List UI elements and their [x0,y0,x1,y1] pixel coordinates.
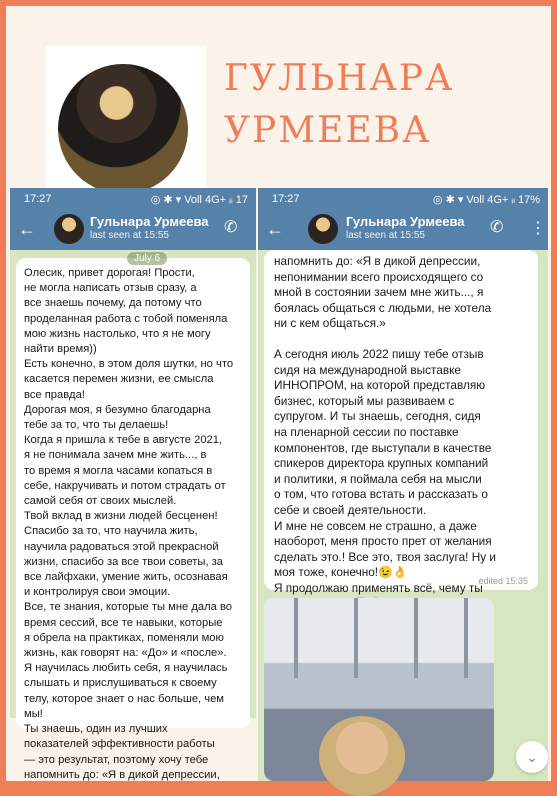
message-line: Дорогая моя, я безумно благодарна [24,403,211,416]
status-time: 17:27 [272,193,300,205]
message-line: спикеров директора крупных компаний [274,456,489,471]
review-card [6,6,551,781]
message-line: Я продолжаю применять всё, чему ты [274,580,483,595]
profile-avatar [58,64,188,194]
message-line: на пленарной сессии по поставке [274,424,459,439]
message-line: боялась общаться с людьми, не хотела [274,300,492,315]
status-time: 17:27 [24,193,52,205]
message-line: касается перемен жизни, ее смысла [24,373,214,386]
message-line: проделанная работа с тобой поменяла [24,312,228,325]
message-line: слышать и прислушиваться к своему [24,677,217,690]
message-line: себе, накручивать и потом страдать от [24,479,226,492]
message-line: я обрела на практиках, поменяли мою [24,631,224,644]
message-line: самой себя от своих мыслей. [24,495,177,508]
message-line: и политики, я поймала себя на мысли [274,471,482,486]
message-bubble [264,250,538,595]
message-line: Спасибо за то, что научила жить, [24,525,198,538]
chat-screenshot-right [258,188,548,781]
status-icons: ◎ ✱ ▾ Voll 4G+ ᵢₗ 17% [432,194,540,206]
message-line: жизнь, как говорят на: «До» и «после». [24,647,227,660]
message-line: — это результат, поэтому хочу тебе [24,753,209,766]
chat-header [258,210,548,250]
message-line: себе и своей деятельности. [274,502,427,517]
edited-timestamp: edited 15:35 [478,576,528,586]
last-seen-status: last seen at 15:55 [346,230,425,241]
profile-photo-frame [46,46,206,196]
back-arrow-icon[interactable]: ← [266,219,284,239]
message-line: Есть конечно, в этом доля шутки, но что [24,358,234,371]
profile-name-last: УРМЕЕВА [224,110,432,151]
status-bar [10,188,256,210]
message-line: не могла написать отзыв сразу, а [24,282,197,295]
phone-call-icon[interactable]: ✆ [490,219,504,236]
photo-attachment[interactable] [264,598,494,781]
status-icons: ◎ ✱ ▾ Voll 4G+ ᵢₗ 17 [150,194,248,206]
message-line: моя тоже, конечно!😉👌 [274,565,408,580]
message-line: найти время)) [24,343,97,356]
message-line: тебе за то, что ты делаешь! [24,419,169,432]
message-line: мы! [24,707,43,720]
message-line: супругом. И ты знаешь, сегодня, сидя [274,409,481,424]
profile-name-first: ГУЛЬНАРА [224,58,455,99]
message-line: о том, что готова встать и рассказать о [274,487,488,502]
message-line: Когда я пришла к тебе в августе 2021, [24,434,223,447]
message-line: все лайфхаки, умение жить, осознавая [24,571,228,584]
message-line: Все, те знания, которые ты мне дала во [24,601,232,614]
message-line: Ты знаешь, один из лучших [24,723,168,736]
contact-name[interactable]: Гульнара Урмеева [90,214,209,229]
status-bar [258,188,548,210]
message-line: непонимании всего происходящего со [274,269,484,284]
avatar[interactable] [54,214,84,244]
message-bubble [16,258,250,781]
contact-name[interactable]: Гульнара Урмеева [346,214,465,229]
message-line: все правда! [24,388,85,401]
message-line: сидя на международной выставке [274,362,461,377]
message-line: ни с кем общаться.» [274,316,386,331]
message-line: сделать это.! Все это, твоя заслуга! Ну и [274,549,496,564]
message-line: я не понимала зачем мне жить..., в [24,449,207,462]
message-line [274,332,528,347]
message-line: компонентов, где выступали в качестве [274,440,492,455]
message-line: то время я могла часами копаться в [24,464,213,477]
more-options-icon[interactable]: ⋮ [530,220,546,237]
message-line: А сегодня июль 2022 пишу тебе отзыв [274,346,484,361]
message-line: время сессий, все те навыки, которые [24,616,223,629]
last-seen-status: last seen at 15:55 [90,230,169,241]
message-line: бизнес, который мы развиваем с [274,393,455,408]
message-line: показателей эффективности работы [24,738,215,751]
message-line: Твой вклад в жизни людей бесценен! [24,510,218,523]
message-line: Олесик, привет дорогая! Прости, [24,267,195,279]
date-chip: July 6 [127,252,167,265]
back-arrow-icon[interactable]: ← [18,219,36,239]
message-line: и контролируя свои эмоции. [24,586,171,599]
message-line: мою жизнь настолько, что я не могу [24,327,211,340]
message-line: И мне не совсем не страшно, а даже [274,518,477,533]
message-line: мной в состоянии зачем мне жить..., я [274,285,484,300]
photo-person [319,716,405,796]
chat-screenshot-left [10,188,256,781]
message-line: все знаешь почему, да потому что [24,297,202,310]
message-line: Я научилась любить себя, я научилась [24,662,228,675]
message-line: телу, которое знает о нас больше, чем [24,692,224,705]
phone-call-icon[interactable]: ✆ [224,219,238,236]
message-line: жизни, спасибо за все твои советы, за [24,555,224,568]
message-line: напомнить до: «Я в дикой депрессии, [24,768,220,781]
chat-header [10,210,256,250]
message-line: напомнить до: «Я в дикой депрессии, [274,254,481,268]
message-line: наоборот, меня просто прет от желания [274,534,492,549]
message-line: ИННОПРОМ, на которой представляю [274,378,486,393]
message-line: научила радоваться этой прекрасной [24,540,219,553]
avatar[interactable] [308,214,338,244]
scroll-down-chevron-icon[interactable]: ⌄ [516,741,548,773]
